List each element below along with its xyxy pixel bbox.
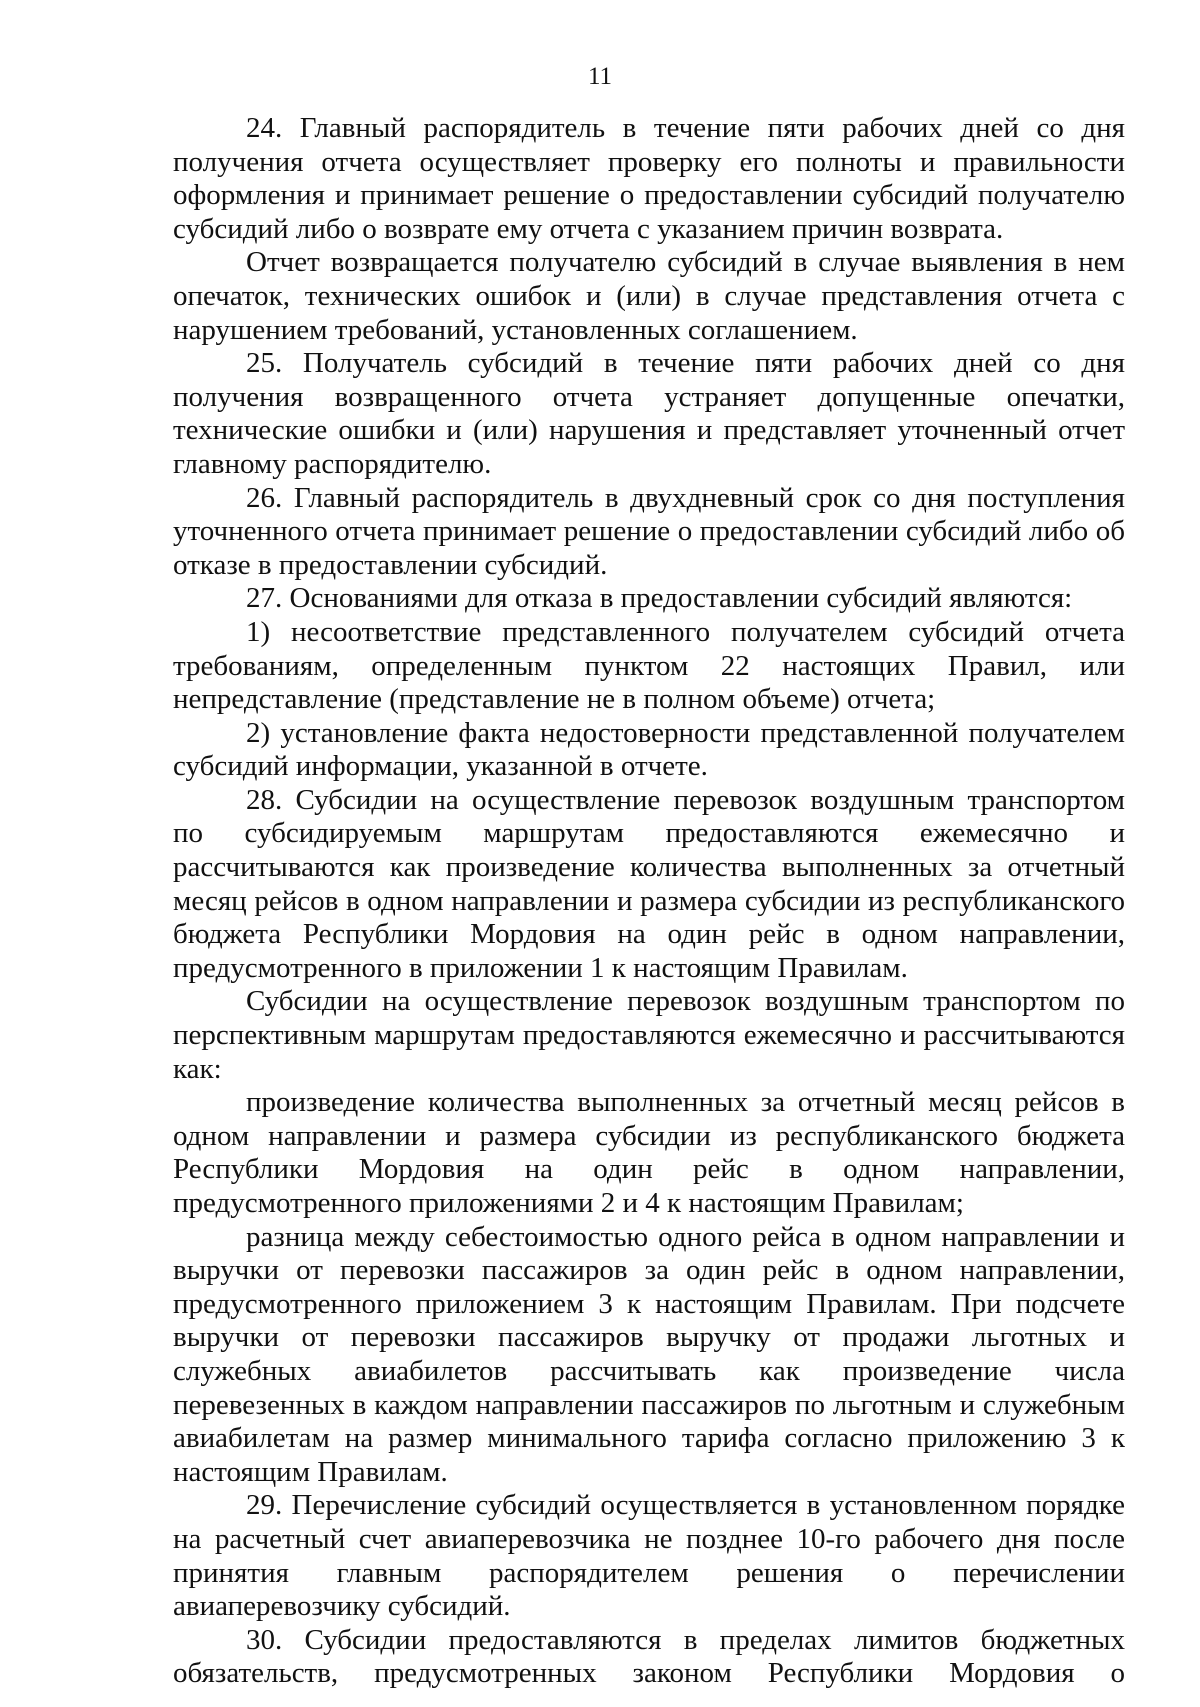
paragraph-27: 27. Основаниями для отказа в предоставлении субсидий являются: [246,582,1073,615]
paragraph-24: 24. Главный распорядитель в течение пяти рабочих дней со дня получения отчета осуществляет проверку его полноты и правильности оформления и принимает решение о предоставлении субсидий получателю субсидий либо о возврате ему отчета с указанием причин возврата. [173,112,1125,245]
paragraph-29: 29. Перечисление субсидий осуществляется в установленном порядке на расчетный счет авиаперевозчика не позднее 10-го рабочего дня после принятия главным распорядителем решения о перечислении авиаперевозчику субсидий. [173,1489,1125,1623]
page-number: 11 [587,63,613,90]
paragraph-28: 28. Субсидии на осуществление перевозок воздушным транспортом по субсидируемым маршрутам предоставляются ежемесячно и рассчитываются как произведение количества выполненных за отчетный месяц рейсов в одном направлении и размера субсидии из республиканского бюджета Республики Мордовия на один рейс в одном направлении, предусмотренного в приложении 1 к настоящим Правилам. [173,783,1125,984]
list-item-1: 1) несоответствие представленного получателем субсидий отчета требованиям, определенным пунктом 22 настоящих Правил, или непредставление (представление не в полном объеме) отчета; [173,615,1125,716]
paragraph-report-return: Отчет возвращается получателю субсидий в случае выявления в нем опечаток, технических ошибок и (или) в случае представления отчета с нарушением требований, установленных соглашением. [173,246,1125,346]
paragraph-cost-difference: разница между себестоимостью одного рейса в одном направлении и выручки от перевозки пассажиров за один рейс в одном направлении, предусмотренного приложением 3 к настоящим Правилам. При подсчете выручки от перевозки пассажиров выручку от продажи льготных и служебных авиабилетов рассчитывать как произведение числа перевезенных в каждом направлении пассажиров по льготным и служебным авиабилетам на размер минимального тарифа согласно приложению 3 к настоящим Правилам. [173,1220,1125,1488]
paragraph-26: 26. Главный распорядитель в двухдневный срок со дня поступления уточненного отчета принимает решение о предоставлении субсидий либо об отказе в предоставлении субсидий. [173,481,1125,581]
paragraph-product-formula: произведение количества выполненных за отчетный месяц рейсов в одном направлении и размера субсидии из республиканского бюджета Республики Мордовия на один рейс в одном направлении, предусмотренного приложениями 2 и 4 к настоящим Правилам; [173,1086,1125,1219]
list-item-2: 2) установление факта недостоверности представленной получателем субсидий информации, указанной в отчете. [173,716,1125,783]
paragraph-30: 30. Субсидии предоставляются в пределах лимитов бюджетных обязательств, предусмотренных законом Республики Мордовия о [173,1623,1125,1690]
paragraph-perspective-routes: Субсидии на осуществление перевозок воздушным транспортом по перспективным маршрутам предоставляются ежемесячно и рассчитываются как: [173,985,1125,1085]
paragraph-25: 25. Получатель субсидий в течение пяти рабочих дней со дня получения возвращенного отчета устраняет допущенные опечатки, технические ошибки и (или) нарушения и представляет уточненный отчет главному распорядителю. [173,347,1125,480]
document-body [173,112,1125,1691]
